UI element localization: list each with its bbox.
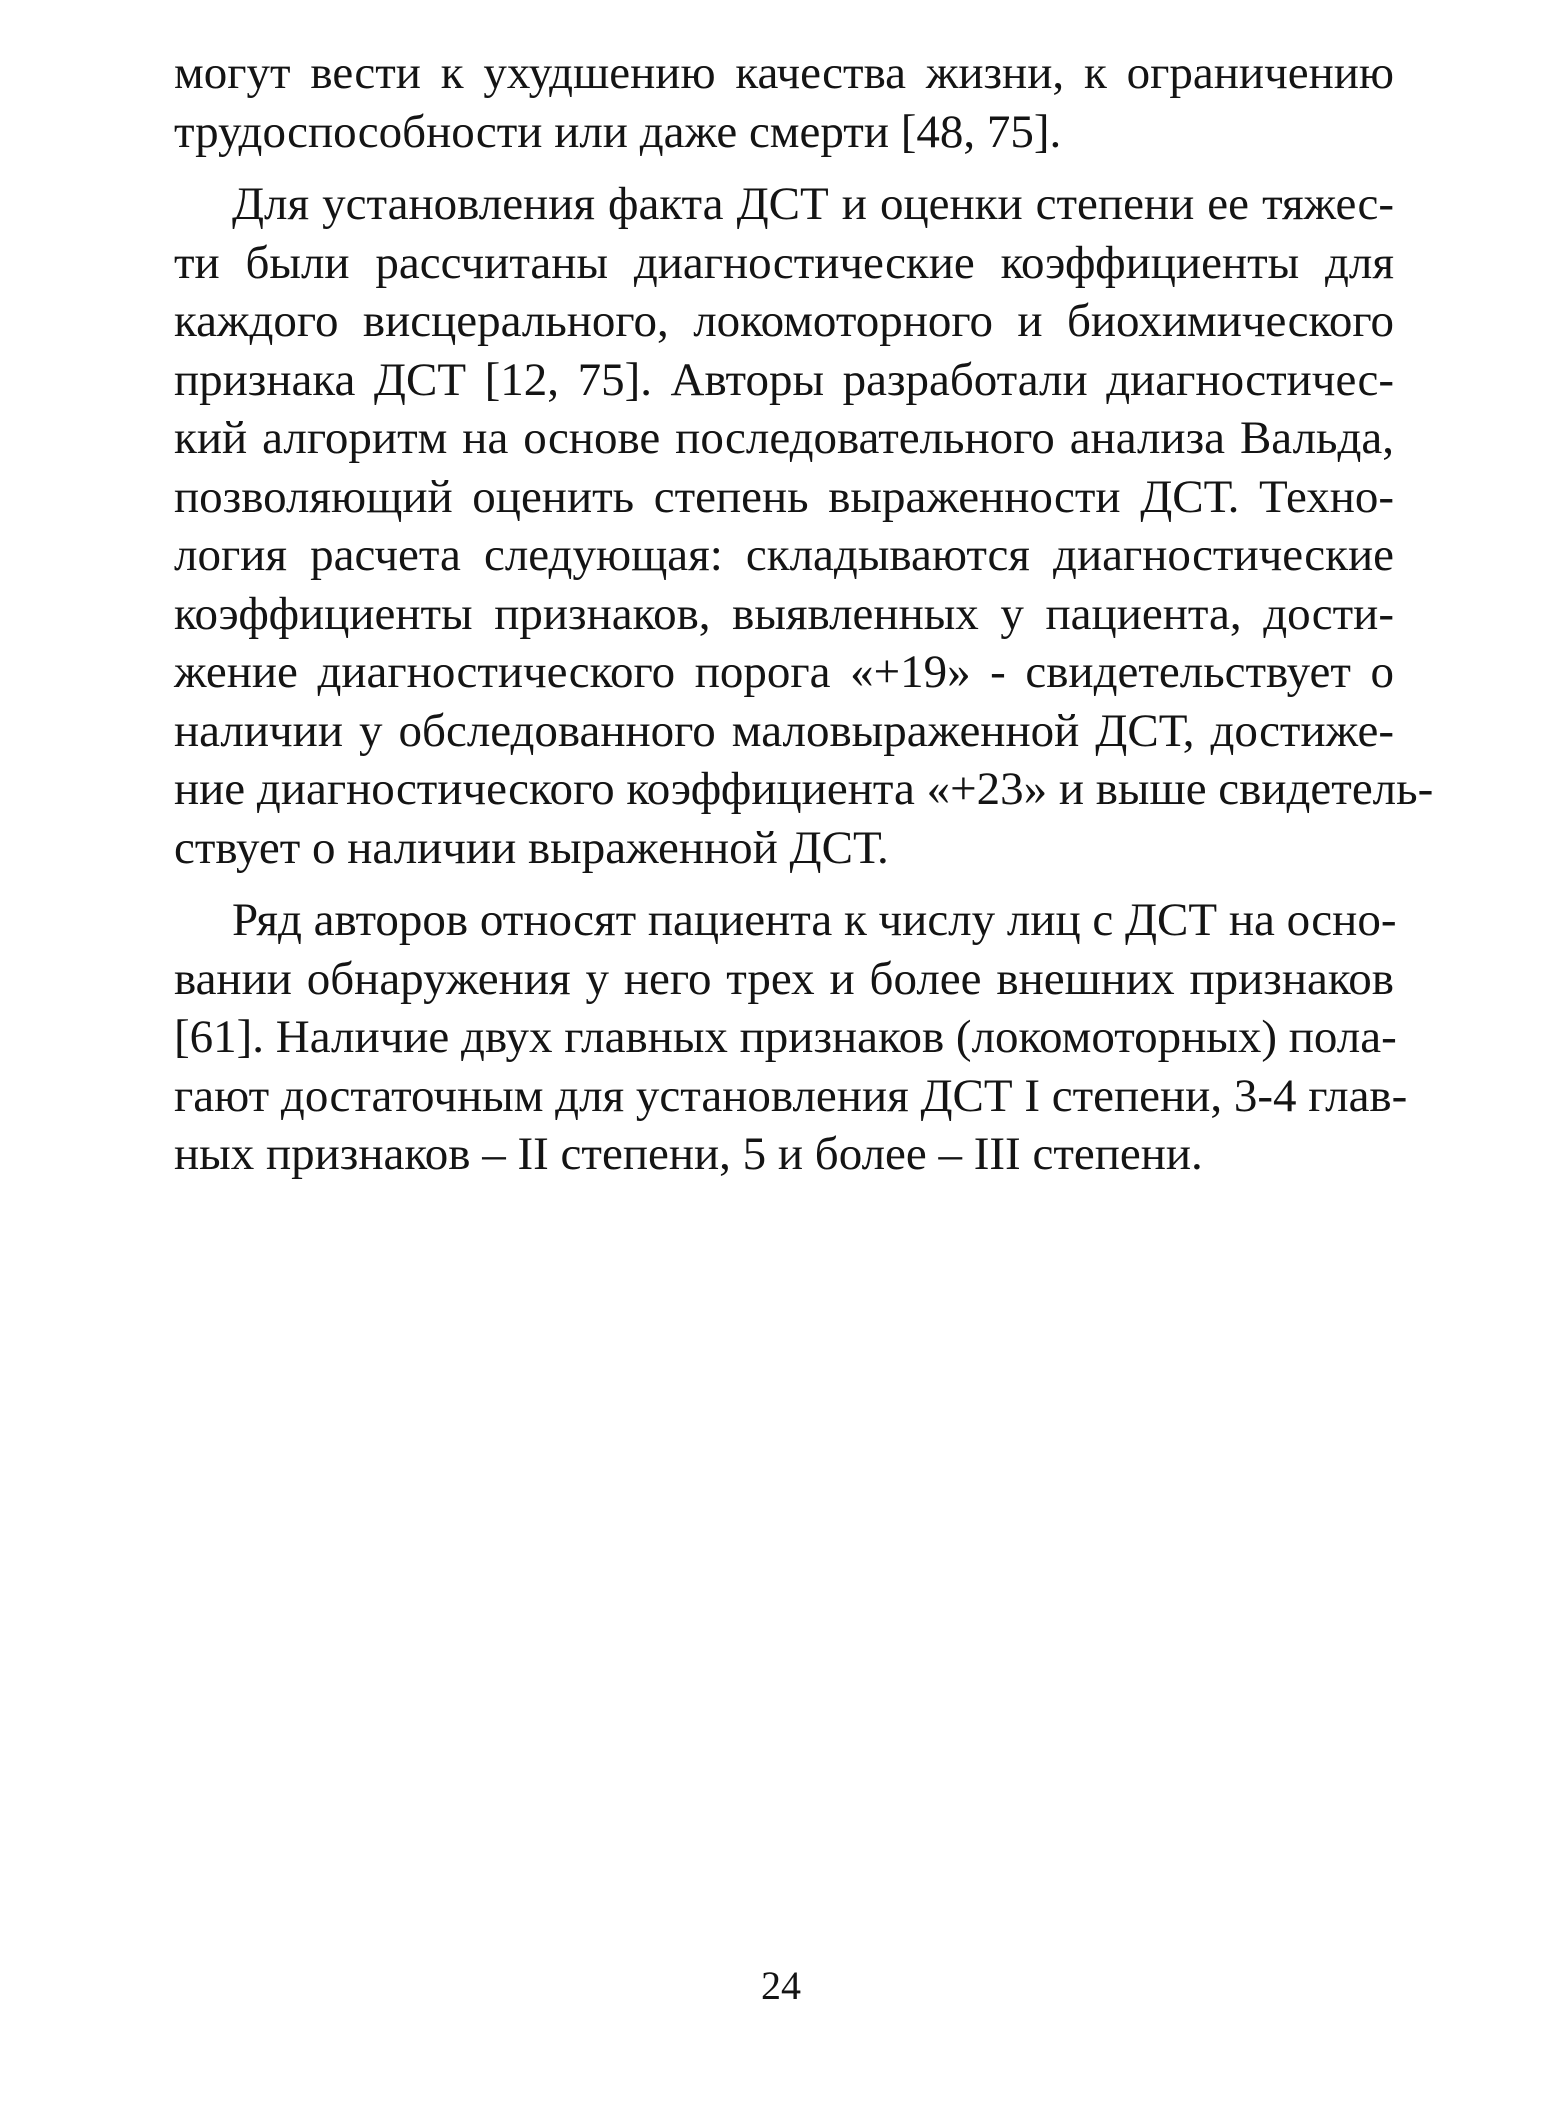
text-line: могут вести к ухудшению качества жизни, к ограничению (174, 47, 1394, 99)
text-line: каждого висцерального, локомоторного и биохимического (174, 295, 1394, 347)
text-line: кий алгоритм на основе последовательного анализа Вальда, (174, 412, 1394, 464)
paragraph-spacer (174, 161, 1394, 175)
text-line: ние диагностического коэффициента «+23» и выше свидетель- (174, 763, 1434, 815)
text-line: ти были рассчитаны диагностические коэффициенты для (174, 236, 1394, 289)
text-line: жение диагностического порога «+19» - свидетельствует о (174, 646, 1394, 698)
text-line: признака ДСТ [12, 75]. Авторы разработали диагностичес- (174, 353, 1394, 406)
text-line: гают достаточным для установления ДСТ I степени, 3-4 глав- (174, 1069, 1408, 1122)
paragraph-1 (174, 44, 1394, 161)
paragraph-spacer (174, 877, 1394, 891)
text-line: Ряд авторов относят пациента к числу лиц с ДСТ на осно- (232, 894, 1397, 946)
text-line: [61]. Наличие двух главных признаков (локомоторных) пола- (174, 1011, 1397, 1063)
text-line: позволяющий оценить степень выраженности ДСТ. Техно- (174, 470, 1394, 523)
text-line: ствует о наличии выраженной ДСТ. (174, 821, 889, 874)
text-line: коэффициенты признаков, выявленных у пациента, дости- (174, 587, 1394, 640)
text-line: логия расчета следующая: складываются диагностические (174, 529, 1394, 581)
paragraph-2 (174, 175, 1434, 877)
text-line: ных признаков – II степени, 5 и более – III степени. (174, 1128, 1203, 1180)
body-text (174, 44, 1434, 1184)
page-number: 24 (761, 1963, 801, 2008)
paragraph-3 (174, 891, 1408, 1184)
text-line: вании обнаружения у него трех и более внешних признаков (174, 952, 1394, 1005)
text-line: трудоспособности или даже смерти [48, 75]. (174, 105, 1062, 158)
text-line: наличии у обследованного маловыраженной ДСТ, достиже- (174, 704, 1394, 757)
text-line: Для установления факта ДСТ и оценки степени ее тяжес- (232, 178, 1394, 230)
